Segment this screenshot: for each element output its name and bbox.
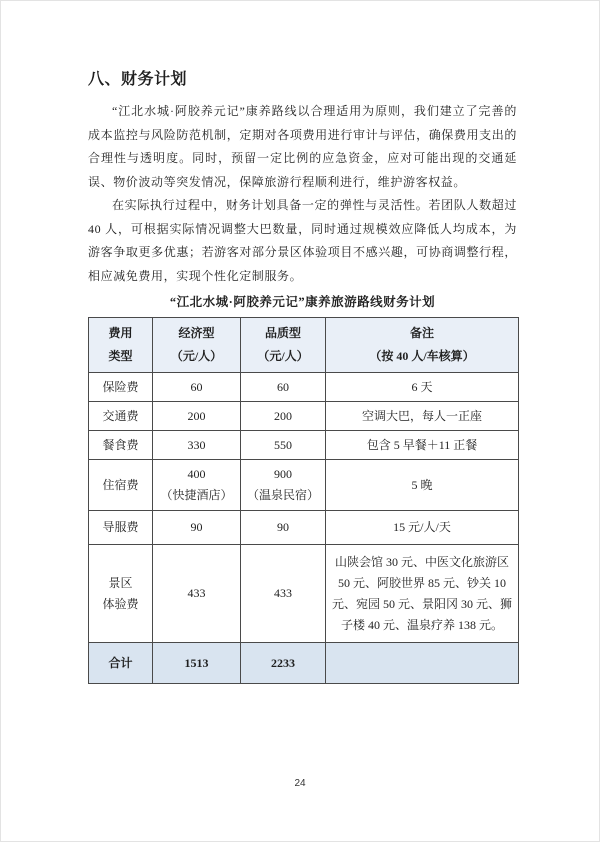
header-line: 备注 <box>409 326 434 340</box>
table-header-row <box>89 318 519 373</box>
header-line: （元/人） <box>170 349 223 363</box>
economy-value-cell: 60 <box>153 373 241 402</box>
page-number: 24 <box>294 778 306 789</box>
note-cell: 6 天 <box>326 373 519 402</box>
cell-line: 体验费 <box>102 596 139 611</box>
fee-name-cell: 住宿费 <box>89 460 153 511</box>
section-heading: 八、财务计划 <box>88 71 188 88</box>
economy-value-cell: 330 <box>153 431 241 460</box>
table-row-lodging <box>89 460 519 511</box>
economy-total-cell: 1513 <box>153 643 241 684</box>
fee-name-cell: 导服费 <box>89 511 153 545</box>
note-cell: 空调大巴，每人一正座 <box>326 402 519 431</box>
note-cell <box>326 643 519 684</box>
quality-value-cell: 433 <box>241 545 326 643</box>
economy-value-cell: 90 <box>153 511 241 545</box>
fee-name-cell: 合计 <box>89 643 153 684</box>
note-cell: 5 晚 <box>326 460 519 511</box>
fee-name-cell: 交通费 <box>89 402 153 431</box>
economy-value-cell <box>153 460 241 511</box>
header-line: 经济型 <box>178 326 215 340</box>
column-header-quality <box>241 318 326 373</box>
header-line: （按 40 人/车核算） <box>369 349 475 363</box>
quality-value-cell <box>241 460 326 511</box>
note-cell: 包含 5 早餐＋11 正餐 <box>326 431 519 460</box>
economy-value-cell: 200 <box>153 402 241 431</box>
note-cell: 山陕会馆 30 元、中医文化旅游区 50 元、阿胶世界 85 元、钞关 10 元、宛园 50 元、景阳冈 30 元、狮子楼 40 元、温泉疗养 138 元。 <box>326 545 519 643</box>
paragraph-flexibility: 在实际执行过程中，财务计划具备一定的弹性与灵活性。若团队人数超过 40 人，可根据实际情况调整大巴数量，同时通过规模效应降低人均成本，为游客争取更多优惠；若游客对部分景区体验项目不感兴趣，可协商调整行程，相应减免费用，实现个性化定制服务。 <box>88 198 517 283</box>
table-title: “江北水城·阿胶养元记”康养旅游路线财务计划 <box>169 295 436 309</box>
paragraph-finance-policy: “江北水城·阿胶养元记”康养路线以合理适用为原则，我们建立了完善的成本监控与风险防范机制，定期对各项费用进行审计与评估，确保费用支出的合理性与透明度。同时，预留一定比例的应急资金，应对可能出现的交通延误、物价波动等突发情况，保障旅游行程顺利进行，维护游客权益。 <box>88 104 517 189</box>
fee-name-cell <box>89 545 153 643</box>
table-row-attractions <box>89 545 519 643</box>
cell-line: （快捷酒店） <box>160 488 233 502</box>
cell-line: 900 <box>274 467 292 481</box>
finance-plan-table <box>88 317 519 684</box>
header-line: 品质型 <box>264 326 301 340</box>
quality-value-cell: 550 <box>241 431 326 460</box>
table-row-insurance <box>89 373 519 402</box>
fee-name-cell: 保险费 <box>89 373 153 402</box>
quality-value-cell: 90 <box>241 511 326 545</box>
header-line: （元/人） <box>257 349 309 363</box>
quality-value-cell: 60 <box>241 373 326 402</box>
cell-line: （温泉民宿） <box>246 488 319 502</box>
economy-value-cell: 433 <box>153 545 241 643</box>
column-header-economy <box>153 318 241 373</box>
header-line: 费用 <box>108 326 133 340</box>
quality-total-cell: 2233 <box>241 643 326 684</box>
column-header-notes <box>326 318 519 373</box>
table-row-transport <box>89 402 519 431</box>
fee-name-cell: 餐食费 <box>89 431 153 460</box>
note-cell: 15 元/人/天 <box>326 511 519 545</box>
header-line: 类型 <box>108 349 133 363</box>
cell-line: 400 <box>187 467 206 481</box>
table-row-total <box>89 643 519 684</box>
quality-value-cell: 200 <box>241 402 326 431</box>
column-header-fee-type <box>89 318 153 373</box>
table-row-meals <box>89 431 519 460</box>
table-row-guide-service <box>89 511 519 545</box>
cell-line: 景区 <box>108 575 133 590</box>
